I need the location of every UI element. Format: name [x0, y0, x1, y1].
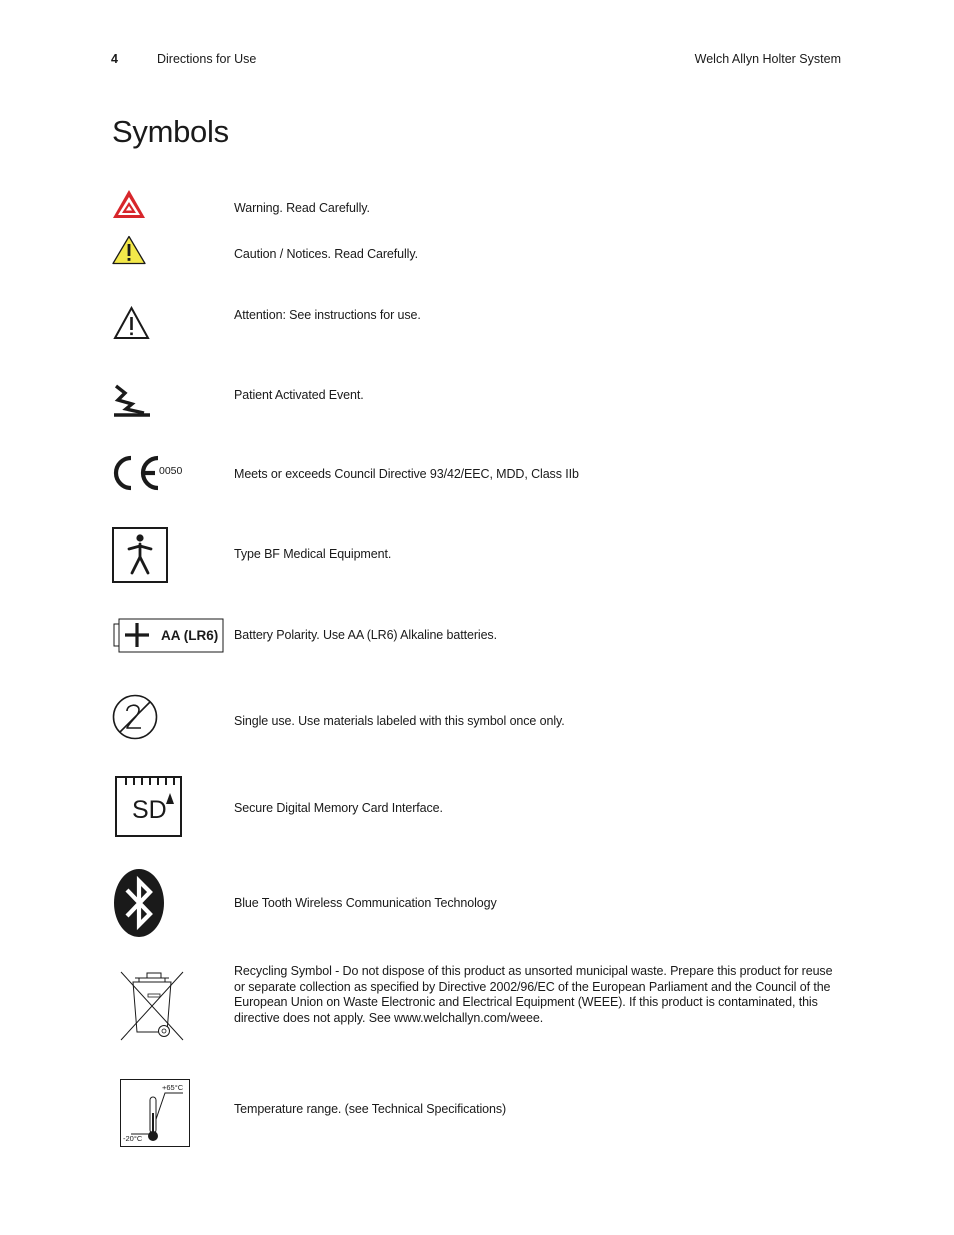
page-number: 4 — [111, 52, 118, 66]
symbol-description: Warning. Read Carefully. — [234, 201, 370, 215]
ce-notified-body-number: 0050 — [159, 465, 183, 477]
bluetooth-icon — [113, 868, 165, 938]
battery-label: AA (LR6) — [161, 628, 219, 643]
symbol-description: Patient Activated Event. — [234, 388, 364, 402]
temperature-high-label: +65°C — [162, 1083, 184, 1092]
battery-polarity-icon — [113, 617, 225, 655]
single-use-icon — [112, 694, 158, 740]
sd-label: SD — [132, 796, 167, 824]
attention-triangle-icon — [113, 306, 150, 340]
document-title: Directions for Use — [157, 52, 257, 66]
patient-activated-event-icon — [112, 382, 152, 418]
symbol-description: Secure Digital Memory Card Interface. — [234, 801, 443, 815]
type-bf-icon — [112, 527, 169, 584]
symbol-description: Blue Tooth Wireless Communication Technology — [234, 896, 497, 910]
symbol-description: Attention: See instructions for use. — [234, 308, 421, 322]
page-header — [0, 52, 954, 70]
symbol-description: Meets or exceeds Council Directive 93/42/EEC, MDD, Class IIb — [234, 467, 579, 481]
temperature-low-label: -20°C — [123, 1134, 143, 1143]
symbol-description: Type BF Medical Equipment. — [234, 547, 392, 561]
sd-card-icon — [115, 776, 183, 838]
weee-recycling-icon — [119, 970, 185, 1042]
symbol-description: Battery Polarity. Use AA (LR6) Alkaline batteries. — [234, 628, 497, 642]
product-name: Welch Allyn Holter System — [694, 52, 841, 66]
caution-triangle-yellow-icon — [112, 235, 146, 265]
ce-mark-icon — [111, 453, 191, 493]
symbol-description: Single use. Use materials labeled with this symbol once only. — [234, 714, 565, 728]
symbol-description: Caution / Notices. Read Carefully. — [234, 247, 418, 261]
symbol-description: Temperature range. (see Technical Specifications) — [234, 1102, 507, 1116]
page-title: Symbols — [112, 114, 229, 149]
symbol-description: Recycling Symbol - Do not dispose of this product as unsorted municipal waste. Prepare this product for reuse or separate collection as specified by Directive 2002/96/EC of the European Parliament and the Council of the European Union on Waste Electronic and Electrical Equipment (WEEE). If this product is contaminated, this directive does not apply. See www.welchallyn.com/weee. — [234, 964, 833, 1025]
warning-triangle-red-icon — [112, 189, 146, 219]
temperature-range-icon — [120, 1079, 191, 1148]
